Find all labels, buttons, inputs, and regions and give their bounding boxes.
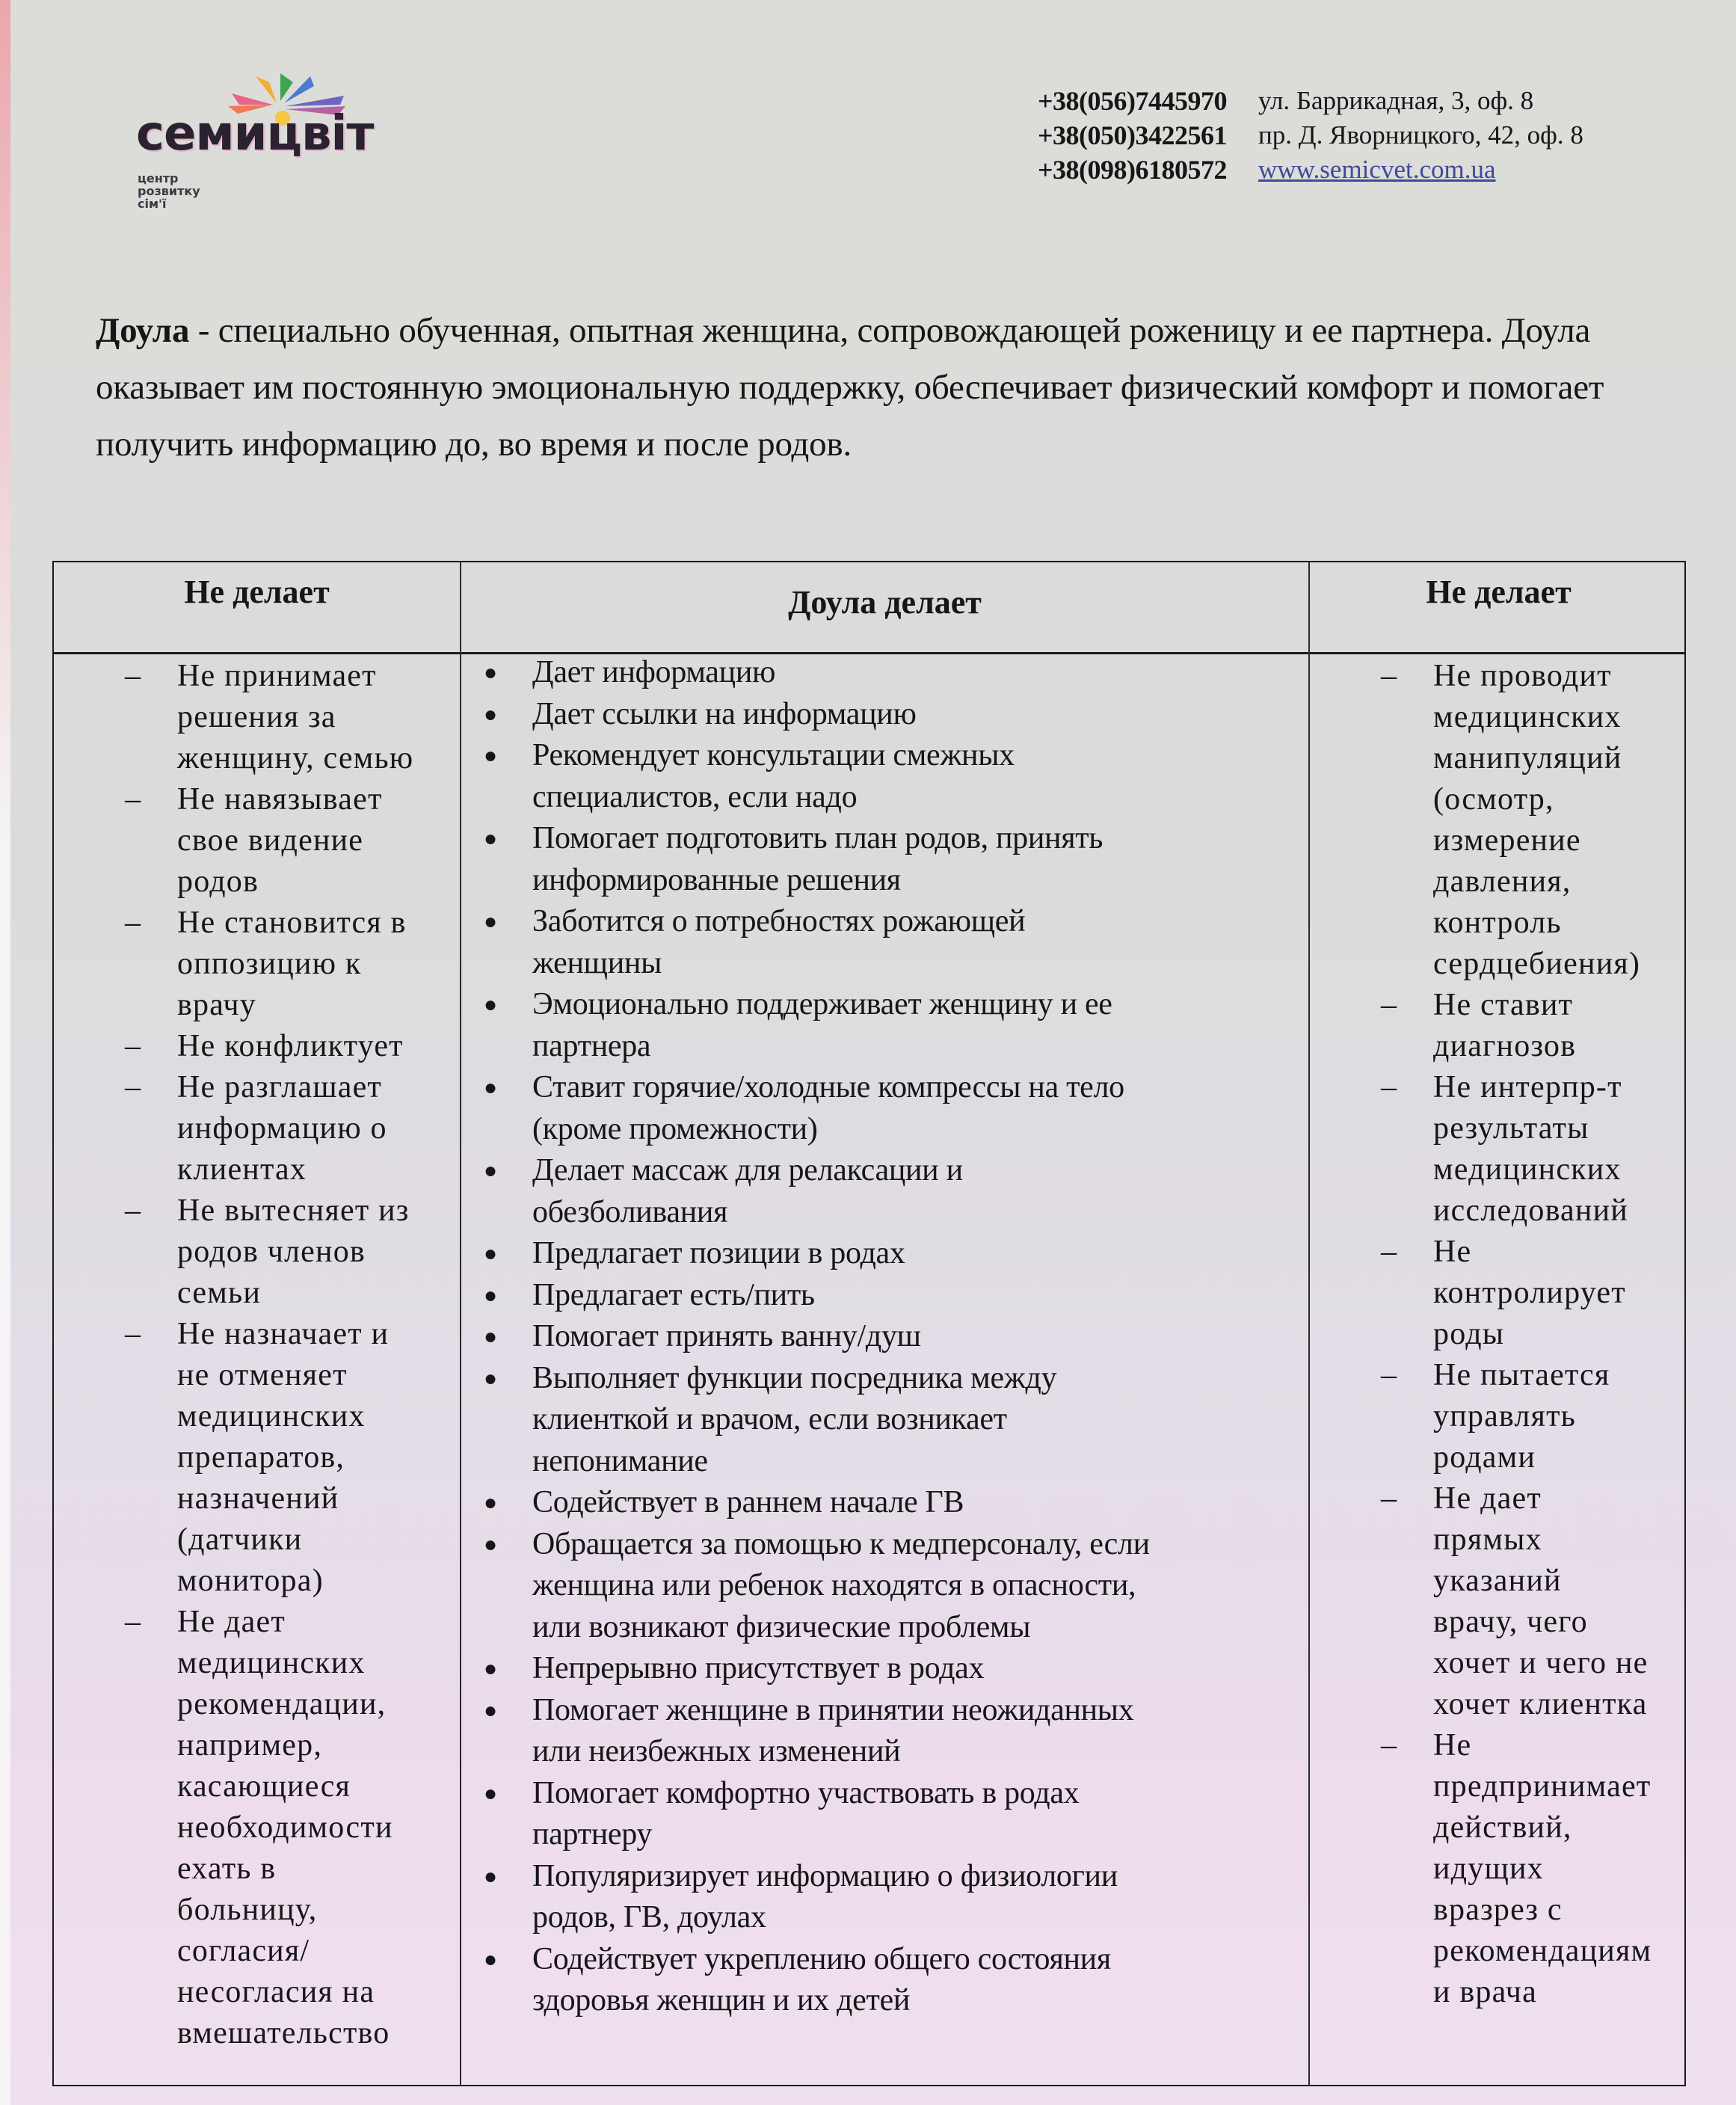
list-item-line: медицинских	[177, 1646, 366, 1680]
list-item-line: управлять	[1433, 1399, 1576, 1433]
bullet-icon: ●	[484, 743, 497, 768]
list-item-line: измерение	[1433, 823, 1581, 858]
list-item-line: сердцебиения)	[1433, 947, 1641, 981]
list-item	[1310, 1067, 1687, 1232]
list-item	[54, 1314, 460, 1602]
brand-name: семицвіт	[136, 106, 374, 162]
dash-icon: –	[1381, 1358, 1398, 1392]
list-item	[1310, 985, 1687, 1067]
list-item-line: давления,	[1433, 864, 1572, 899]
list-item-line: указаний	[1433, 1564, 1562, 1598]
list-item-line: Непрерывно присутствует в родах	[532, 1651, 985, 1685]
dash-icon: –	[1381, 1070, 1398, 1104]
list-item-line: Содействует укреплению общего состояния	[532, 1941, 1111, 1976]
list-item-line: женщину, семью	[177, 741, 414, 775]
dash-icon: –	[1381, 1235, 1398, 1269]
list-item-line: обезболивания	[532, 1194, 728, 1229]
brand-tagline	[138, 172, 200, 210]
dash-icon: –	[125, 906, 142, 940]
list-item-line: Не ставит	[1433, 988, 1574, 1022]
dash-icon: –	[125, 1029, 142, 1063]
phone-number[interactable]: +38(098)6180572	[1038, 155, 1227, 185]
list-item-line: Не дает	[1433, 1481, 1542, 1516]
list-item-line: исследований	[1433, 1193, 1628, 1228]
list-item-line: Помогает подготовить план родов, принять	[532, 821, 1104, 855]
address: ул. Баррикадная, 3, оф. 8	[1258, 86, 1534, 115]
list-item-line: решения за	[177, 700, 336, 734]
list-item	[54, 1067, 460, 1190]
list-item-line: Не навязывает	[177, 782, 383, 817]
list-item-line: Заботится о потребностях рожающей	[532, 904, 1026, 938]
list-item	[461, 694, 1308, 736]
bullet-icon: ●	[484, 1241, 497, 1266]
list-item-line: препаратов,	[177, 1440, 345, 1475]
list-item-line: касающиеся	[177, 1769, 351, 1804]
list-item-line: врачу, чего	[1433, 1605, 1588, 1639]
list-item-line: Не	[1433, 1728, 1472, 1763]
list-item-line: результаты	[1433, 1111, 1589, 1146]
list-item-line: медицинских	[177, 1399, 366, 1433]
bullet-icon: ●	[484, 1324, 497, 1349]
list-item-line: монитора)	[177, 1564, 324, 1598]
list-item-line: партнеру	[532, 1817, 653, 1852]
list-item-line: Помогает комфортно участвовать в родах	[532, 1775, 1080, 1810]
list-item-line: Предлагает позиции в родах	[532, 1236, 905, 1270]
list-item-line: например,	[177, 1728, 323, 1763]
dash-icon: –	[1381, 1481, 1398, 1516]
list-item-line: согласия/	[177, 1934, 310, 1968]
list-item	[1310, 656, 1687, 985]
list-item-line: родов	[177, 864, 259, 899]
list-item-line: клиентах	[177, 1152, 307, 1187]
list-item-line: Не разглашает	[177, 1070, 382, 1104]
list-item-line: семьи	[177, 1276, 262, 1310]
list-item-line: (датчики	[177, 1522, 303, 1557]
list-item-line: Дает информацию	[532, 655, 776, 689]
list-item-line: родов членов	[177, 1235, 366, 1269]
column-does-not-left	[54, 656, 460, 2054]
list-item-line: оппозицию к	[177, 947, 362, 981]
list-item-line: Помогает женщине в принятии неожиданных	[532, 1692, 1134, 1727]
dash-icon: –	[125, 1317, 142, 1351]
list-item-line: Рекомендует консультации смежных	[532, 738, 1015, 772]
list-item-line: женщина или ребенок находятся в опасности,	[532, 1568, 1136, 1602]
list-item-line: Не проводит	[1433, 659, 1612, 693]
bullet-icon: ●	[484, 1697, 497, 1723]
list-item	[461, 1648, 1308, 1690]
list-item	[54, 1190, 460, 1314]
list-item-line: действий,	[1433, 1810, 1572, 1845]
page-edge	[0, 0, 10, 2105]
list-item-line: Популяризирует информацию о физиологии	[532, 1858, 1118, 1893]
brand-logo	[127, 60, 374, 217]
phone-number[interactable]: +38(056)7445970	[1038, 86, 1227, 116]
intro-term: Доула	[96, 311, 190, 350]
list-item	[461, 1233, 1308, 1275]
list-item-line: рекомендации,	[177, 1687, 387, 1721]
list-item-line: родов, ГВ, доулах	[532, 1900, 766, 1935]
list-item-line: вмешательство	[177, 2016, 390, 2050]
list-item-line: здоровья женщин и их детей	[532, 1983, 911, 2018]
dash-icon: –	[125, 1193, 142, 1228]
list-item-line: информированные решения	[532, 862, 901, 897]
doula-table	[52, 561, 1686, 2086]
list-item-line: предпринимает	[1433, 1769, 1652, 1804]
list-item-line: или возникают физические проблемы	[532, 1609, 1031, 1644]
bullet-icon: ●	[484, 1158, 497, 1183]
dash-icon: –	[1381, 659, 1398, 693]
list-item	[461, 1358, 1308, 1483]
list-item	[461, 1690, 1308, 1773]
list-item-line: хочет и чего не	[1433, 1646, 1649, 1680]
list-item	[461, 652, 1308, 694]
list-item-line: контролирует	[1433, 1276, 1626, 1310]
list-item	[54, 656, 460, 779]
list-item	[461, 1482, 1308, 1524]
list-item-line: идущих	[1433, 1852, 1544, 1886]
list-item-line: или неизбежных изменений	[532, 1734, 901, 1768]
bullet-icon: ●	[484, 992, 497, 1017]
bullet-icon: ●	[484, 660, 497, 685]
bullet-icon: ●	[484, 1531, 497, 1557]
list-item	[461, 984, 1308, 1067]
list-item-line: медицинских	[1433, 700, 1622, 734]
list-item	[1310, 1232, 1687, 1355]
list-item-line: необходимости	[177, 1810, 393, 1845]
list-item	[461, 735, 1308, 818]
list-item-line: больницу,	[177, 1893, 318, 1927]
bullet-icon: ●	[484, 1946, 497, 1972]
list-item-line: родами	[1433, 1440, 1536, 1475]
list-item	[461, 1067, 1308, 1150]
bullet-icon: ●	[484, 1490, 497, 1515]
bullet-icon: ●	[484, 1365, 497, 1391]
dash-icon: –	[1381, 1728, 1398, 1763]
list-item	[461, 1939, 1308, 2022]
website-link[interactable]: www.semicvet.com.ua	[1258, 155, 1496, 184]
header-right: Не делает	[1426, 574, 1572, 610]
list-item-line: несогласия на	[177, 1975, 375, 2009]
list-item	[461, 1316, 1308, 1358]
list-item-line: Не	[1433, 1235, 1472, 1269]
list-item-line: назначений	[177, 1481, 339, 1516]
list-item	[1310, 1355, 1687, 1478]
list-item-line: манипуляций	[1433, 741, 1622, 775]
list-item-line: Не принимает	[177, 659, 377, 693]
list-item-line: врачу	[177, 988, 256, 1022]
list-item-line: Не назначает и	[177, 1317, 390, 1351]
intro-definition: - специально обученная, опытная женщина, сопровождающей роженицу и ее партнера. Доула оказывает им постоянную эмоциональную поддержку, обеспечивает физический комфорт и помогает получить информацию до, во время и после родов.	[96, 311, 1604, 464]
list-item-line: женщины	[532, 945, 662, 980]
list-item-line: специалистов, если надо	[532, 779, 858, 814]
list-item-line: и врача	[1433, 1975, 1537, 2009]
list-item	[54, 779, 460, 903]
list-item	[54, 1026, 460, 1067]
list-item-line: Не конфликтует	[177, 1029, 404, 1063]
list-item-line: прямых	[1433, 1522, 1542, 1557]
bullet-icon: ●	[484, 1863, 497, 1889]
list-item-line: рекомендациям	[1433, 1934, 1652, 1968]
intro-paragraph	[96, 302, 1658, 473]
list-item-line: диагнозов	[1433, 1029, 1577, 1063]
list-item	[461, 1856, 1308, 1939]
list-item-line: Содействует в раннем начале ГВ	[532, 1485, 964, 1519]
list-item-line: Ставит горячие/холодные компрессы на тело	[532, 1070, 1124, 1104]
list-item-line: свое видение	[177, 823, 364, 858]
phone-list	[1038, 84, 1227, 187]
list-item	[461, 901, 1308, 984]
list-item	[54, 1602, 460, 2054]
list-item-line: непонимание	[532, 1443, 708, 1478]
bullet-icon: ●	[484, 701, 497, 727]
list-item-line: Предлагает есть/пить	[532, 1277, 815, 1312]
list-item-line: Обращается за помощью к медперсоналу, если	[532, 1526, 1150, 1561]
column-doula-does	[461, 652, 1308, 2022]
list-item-line: Делает массаж для релаксации и	[532, 1153, 963, 1187]
dash-icon: –	[125, 1605, 142, 1639]
dash-icon: –	[1381, 988, 1398, 1022]
list-item-line: хочет клиентка	[1433, 1687, 1648, 1721]
list-item-line: медицинских	[1433, 1152, 1622, 1187]
list-item	[1310, 1725, 1687, 2013]
list-item-line: роды	[1433, 1317, 1505, 1351]
list-item-line: Эмоционально поддерживает женщину и ее	[532, 987, 1112, 1021]
dash-icon: –	[125, 1070, 142, 1104]
list-item	[54, 903, 460, 1026]
list-item	[461, 1773, 1308, 1856]
tagline-line: розвитку	[138, 184, 200, 198]
bullet-icon: ●	[484, 1656, 497, 1681]
column-does-not-right	[1310, 656, 1687, 2013]
contacts-block	[1038, 84, 1583, 187]
list-item-line: не отменяет	[177, 1358, 348, 1392]
bullet-icon: ●	[484, 909, 497, 934]
bullet-icon: ●	[484, 1282, 497, 1308]
list-item-line: контроль	[1433, 906, 1562, 940]
list-item-line: клиенткой и врачом, если возникает	[532, 1402, 1007, 1436]
tagline-line: сім'ї	[138, 197, 167, 211]
list-item	[1310, 1478, 1687, 1725]
header-left: Не делает	[184, 574, 330, 610]
bullet-icon: ●	[484, 826, 497, 851]
list-item-line: Не интерпр-т	[1433, 1070, 1622, 1104]
tagline-line: центр	[138, 171, 179, 185]
list-item-line: Не пытается	[1433, 1358, 1610, 1392]
list-item-line: Дает ссылки на информацию	[532, 696, 917, 731]
phone-number[interactable]: +38(050)3422561	[1038, 120, 1227, 150]
list-item-line: Не вытесняет из	[177, 1193, 410, 1228]
dash-icon: –	[125, 659, 142, 693]
dash-icon: –	[125, 782, 142, 817]
address-list	[1258, 84, 1583, 187]
list-item-line: (кроме промежности)	[532, 1111, 818, 1146]
list-item-line: ехать в	[177, 1852, 277, 1886]
list-item-line: партнера	[532, 1028, 651, 1063]
list-item	[461, 1524, 1308, 1649]
list-item-line: Выполняет функции посредника между	[532, 1360, 1057, 1395]
list-item	[461, 818, 1308, 901]
header-middle: Доула делает	[788, 584, 982, 621]
bullet-icon: ●	[484, 1075, 497, 1100]
list-item-line: вразрез с	[1433, 1893, 1563, 1927]
list-item-line: Не дает	[177, 1605, 286, 1639]
list-item-line: Не становится в	[177, 906, 407, 940]
address: пр. Д. Яворницкого, 42, оф. 8	[1258, 120, 1583, 150]
list-item-line: (осмотр,	[1433, 782, 1554, 817]
bullet-icon: ●	[484, 1780, 497, 1806]
list-item	[461, 1150, 1308, 1233]
list-item-line: информацию о	[177, 1111, 387, 1146]
list-item-line: Помогает принять ванну/душ	[532, 1319, 921, 1353]
list-item	[461, 1275, 1308, 1317]
